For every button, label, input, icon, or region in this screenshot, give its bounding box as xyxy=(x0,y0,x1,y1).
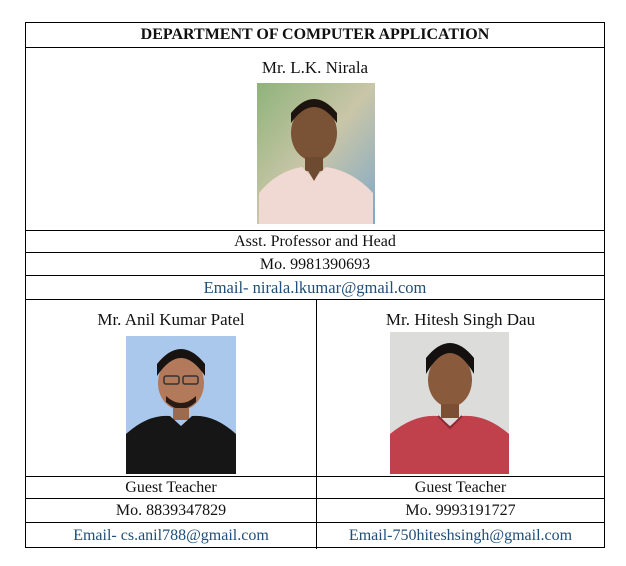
staff-photo xyxy=(390,332,509,474)
head-photo xyxy=(257,83,375,224)
staff-mobile: Mo. 9993191727 xyxy=(317,499,604,523)
head-mobile: Mo. 9981390693 xyxy=(26,253,604,276)
staff-designation: Guest Teacher xyxy=(317,477,604,499)
staff-mobile: Mo. 8839347829 xyxy=(26,499,316,523)
department-title: DEPARTMENT OF COMPUTER APPLICATION xyxy=(26,23,604,48)
head-profile-cell xyxy=(26,48,604,231)
staff-email[interactable]: Email-750hiteshsingh@gmail.com xyxy=(348,527,573,544)
staff-email[interactable]: Email- cs.anil788@gmail.com xyxy=(73,527,269,544)
staff-name: Mr. Hitesh Singh Dau xyxy=(385,310,536,329)
staff-name: Mr. Anil Kumar Patel xyxy=(97,310,245,329)
staff-column-right xyxy=(317,300,604,549)
staff-table xyxy=(25,22,605,548)
staff-profile-cell xyxy=(26,300,316,477)
staff-designation: Guest Teacher xyxy=(26,477,316,499)
head-name: Mr. L.K. Nirala xyxy=(261,58,369,77)
head-designation: Asst. Professor and Head xyxy=(26,231,604,253)
staff-photo xyxy=(126,336,236,474)
staff-column-left xyxy=(26,300,317,549)
head-email[interactable]: Email- nirala.lkumar@gmail.com xyxy=(26,276,604,300)
staff-profile-cell xyxy=(317,300,604,477)
